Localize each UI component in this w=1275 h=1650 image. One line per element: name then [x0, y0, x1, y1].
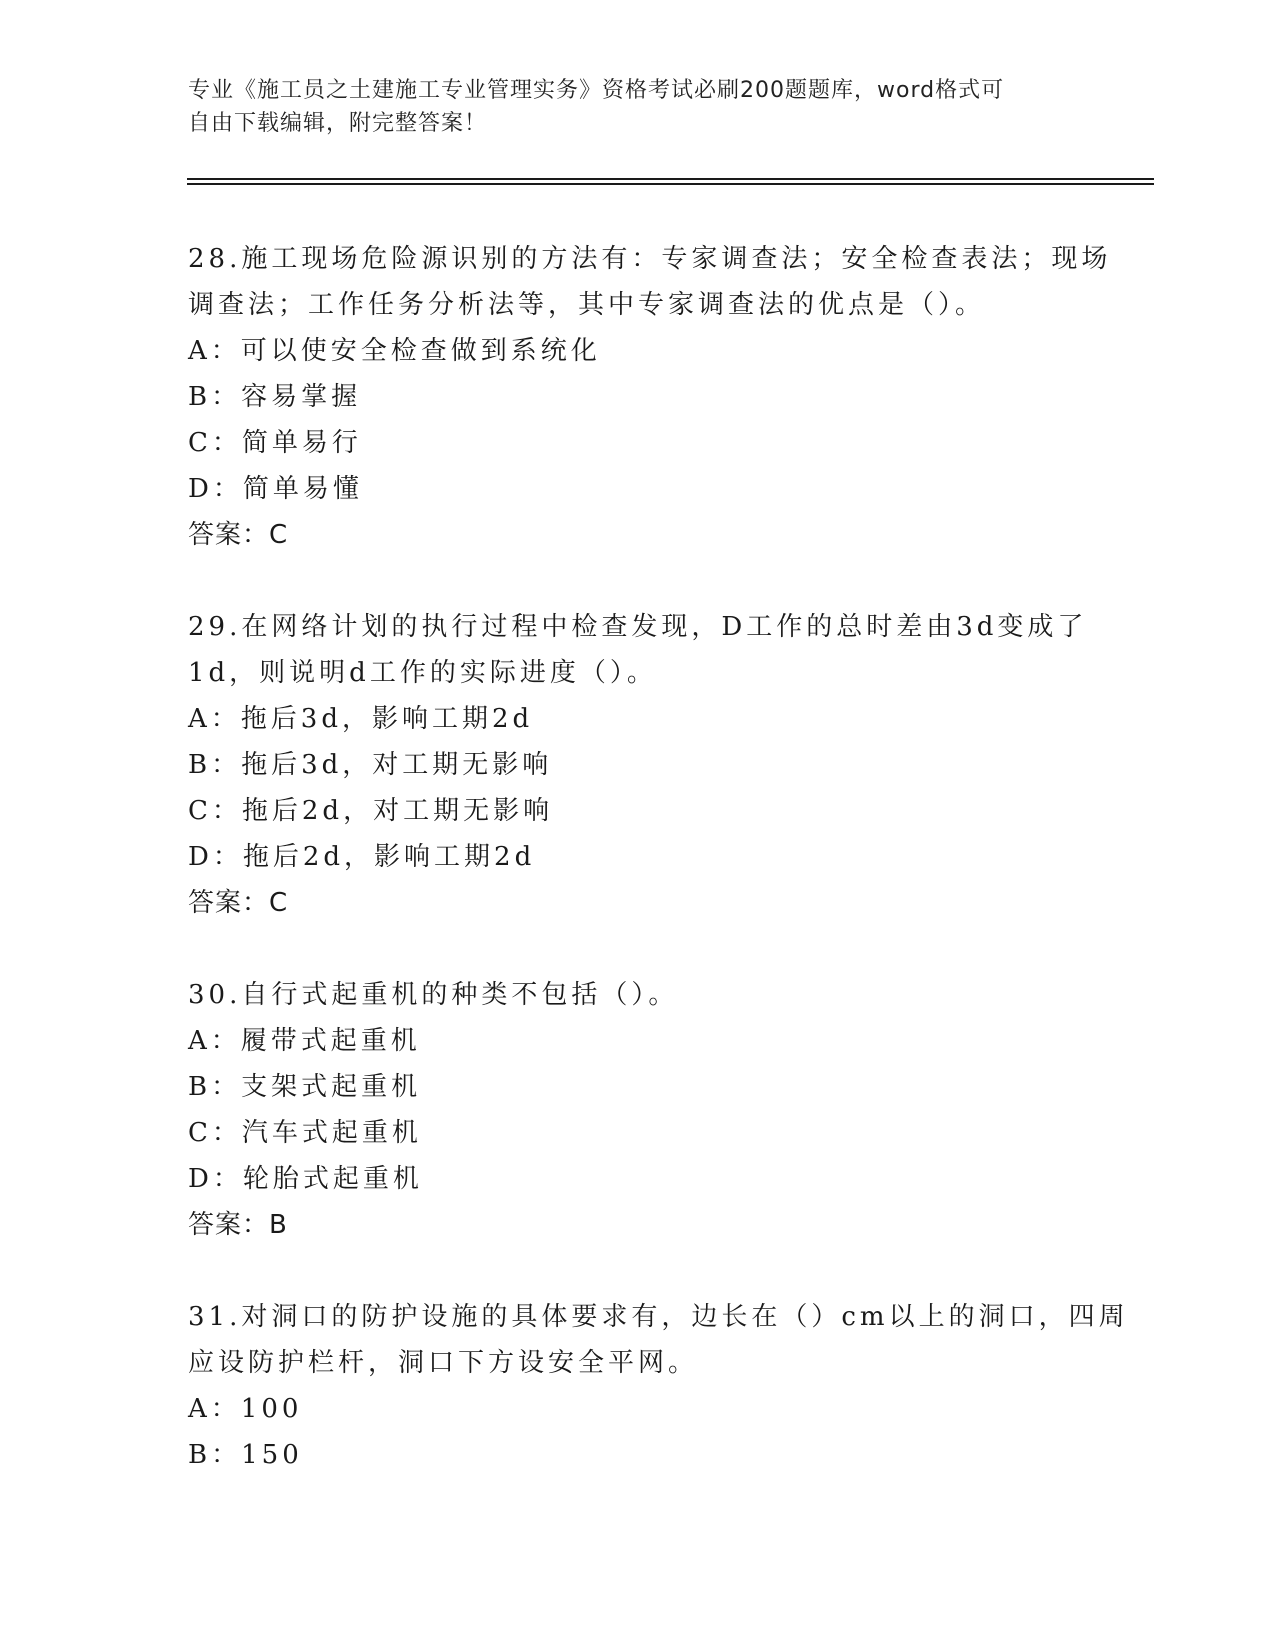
- header-line: 自由下载编辑，附完整答案！: [188, 111, 488, 136]
- answer-text: 答案：B: [188, 1210, 288, 1240]
- question-text: 1d，则说明d工作的实际进度（）。: [188, 658, 657, 688]
- option-d: D：简单易懂: [188, 474, 363, 504]
- option-c: C：简单易行: [188, 428, 362, 458]
- option-d: D：轮胎式起重机: [188, 1164, 423, 1194]
- option-b: B：支架式起重机: [188, 1072, 422, 1102]
- header-line: 专业《施工员之土建施工专业管理实务》资格考试必刷200题题库，word格式可: [188, 78, 1005, 103]
- question-item: [188, 972, 1088, 1248]
- question-text: 30.自行式起重机的种类不包括（）。: [188, 980, 679, 1010]
- question-item: [188, 236, 1112, 558]
- option-d: D：拖后2d，影响工期2d: [188, 842, 536, 872]
- question-text: 调查法；工作任务分析法等，其中专家调查法的优点是（）。: [188, 290, 986, 320]
- option-c: C：拖后2d，对工期无影响: [188, 796, 554, 826]
- option-b: B：150: [188, 1440, 303, 1470]
- question-item: [188, 1294, 1129, 1478]
- question-item: [188, 604, 1088, 926]
- header-divider: [187, 183, 1154, 185]
- document-header: [188, 74, 1088, 140]
- header-divider: [187, 178, 1154, 180]
- option-b: B：拖后3d，对工期无影响: [188, 750, 553, 780]
- option-c: C：汽车式起重机: [188, 1118, 422, 1148]
- option-b: B：容易掌握: [188, 382, 362, 412]
- question-list: [188, 236, 1129, 1524]
- question-text: 应设防护栏杆，洞口下方设安全平网。: [188, 1348, 699, 1378]
- option-a: A：100: [188, 1394, 303, 1424]
- option-a: A：履带式起重机: [188, 1026, 421, 1056]
- option-a: A：拖后3d，影响工期2d: [188, 704, 534, 734]
- question-text: 28.施工现场危险源识别的方法有：专家调查法；安全检查表法；现场: [188, 244, 1112, 274]
- option-a: A：可以使安全检查做到系统化: [188, 336, 601, 366]
- question-text: 31.对洞口的防护设施的具体要求有，边长在（）cm以上的洞口，四周: [188, 1302, 1129, 1332]
- answer-text: 答案：C: [188, 520, 289, 550]
- question-text: 29.在网络计划的执行过程中检查发现，D工作的总时差由3d变成了: [188, 612, 1088, 642]
- answer-text: 答案：C: [188, 888, 289, 918]
